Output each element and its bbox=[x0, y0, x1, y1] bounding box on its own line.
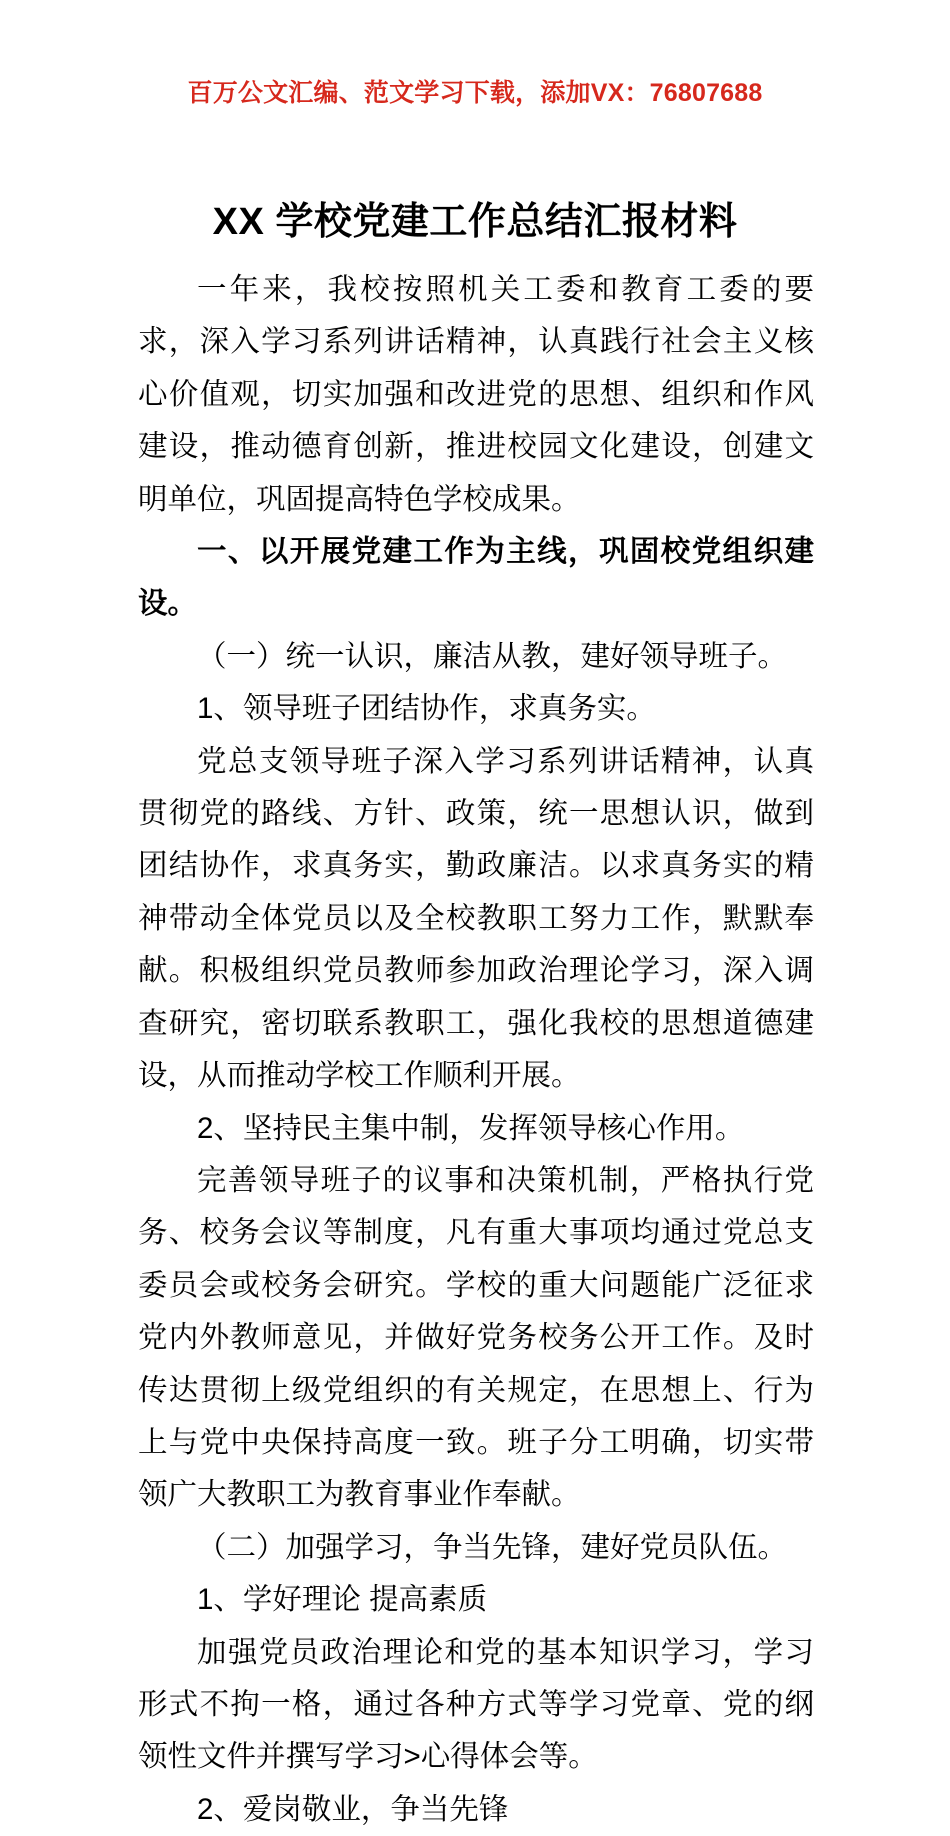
heading-item-1-1-2: 2、坚持民主集中制，发挥领导核心作用。 bbox=[197, 1111, 745, 1145]
heading-item-1-2-2: 2、爱岗敬业，争当先锋 bbox=[197, 1792, 509, 1826]
paragraph-1-1-1: 党总支领导班子深入学习系列讲话精神，认真贯彻党的路线、方针、政策，统一思想认识，做到团结协作，求真务实，勤政廉洁。以求真务实的精神带动全体党员以及全校教职工努力工作，默默奉献。积极组织党员教师参加政治理论学习，深入调查研究，密切联系教职工，强化我校的思想道德建设，从而推动学校工作顺利开展。 bbox=[138, 744, 814, 1093]
heading-item-1-1-1: 1、领导班子团结协作，求真务实。 bbox=[197, 692, 656, 726]
page-title: XX 学校党建工作总结汇报材料 bbox=[212, 201, 738, 244]
heading-item-1-2-1: 1、学好理论 提高素质 bbox=[197, 1583, 488, 1617]
paragraph-intro: 一年来，我校按照机关工委和教育工委的要求，深入学习系列讲话精神，认真践行社会主义核心价值观，切实加强和改进党的思想、组织和作风建设，推动德育创新，推进校园文化建设，创建文明单位，巩固提高特色学校成果。 bbox=[138, 273, 814, 516]
heading-section-1: 一、以开展党建工作为主线，巩固校党组织建设。 bbox=[138, 535, 814, 621]
heading-sub-1-2: （二）加强学习，争当先锋，建好党员队伍。 bbox=[197, 1530, 788, 1564]
paragraph-1-1-2: 完善领导班子的议事和决策机制，严格执行党务、校务会议等制度，凡有重大事项均通过党总支委员会或校务会研究。学校的重大问题能广泛征求党内外教师意见，并做好党务校务公开工作。及时传达贯彻上级党组织的有关规定，在思想上、行为上与党中央保持高度一致。班子分工明确，切实带领广大教职工为教育事业作奉献。 bbox=[138, 1163, 814, 1512]
document-body bbox=[138, 264, 814, 1836]
heading-sub-1-1: （一）统一认识，廉洁从教，建好领导班子。 bbox=[197, 639, 788, 673]
paragraph-1-2-1: 加强党员政治理论和党的基本知识学习，学习形式不拘一格，通过各种方式等学习党章、党的纲领性文件并撰写学习>心得体会等。 bbox=[138, 1635, 814, 1774]
promo-header-text: 百万公文汇编、范文学习下载，添加VX：76807688 bbox=[187, 79, 763, 107]
